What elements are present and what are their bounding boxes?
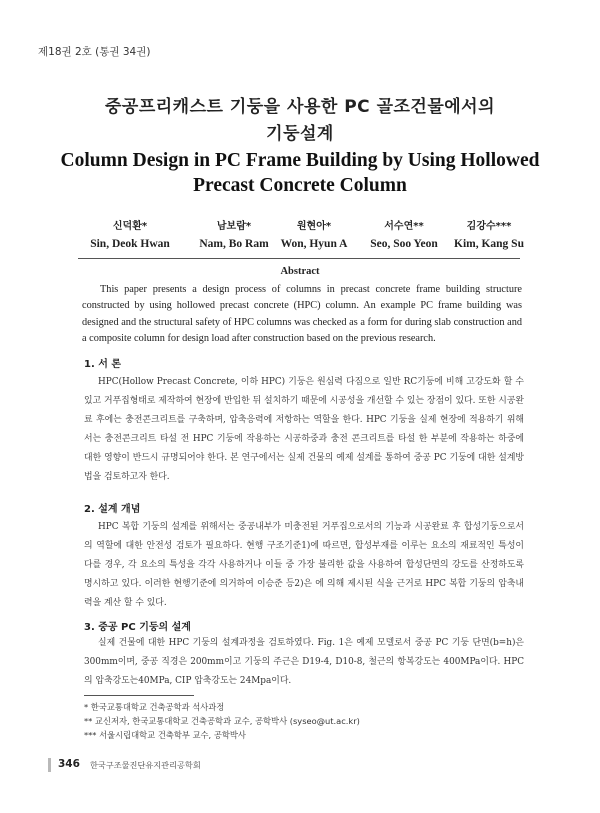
section-1-heading: 1. 서 론 (84, 359, 122, 370)
author-1-name-en: Sin, Deok Hwan (90, 238, 170, 250)
author-3-name-ko: 원현아* (296, 221, 332, 232)
section-1-text: HPC(Hollow Precast Concrete, 이하 HPC) 기둥은 원심력 다짐으로 일반 RC기둥에 비해 고강도화 할 수 있고 거푸집형태로 제작하여 현장에 반입한 뒤 설치하기 때문에 시공성을 개선할 수 있는 장점이 있다. 또한 시공완료 후에는 충전콘크리트를 구축하며, 압축응력에 저항하는 역할을 한다. HPC 기둥을 실제 현장에 적용하기 위해서는 충전콘크리트 타설 전 HPC 기둥에 작용하는 시공하중과 충전 콘크리트를 타설 한 부분에 작용하는 하중에 대한 영향이 반드시 규명되어야 한다. 본 연구에서는 실제 건물의 예제 설계를 통하여 중공 PC 기둥에 대한 설계방법을 검토하고자 한다. (84, 377, 524, 482)
title-korean-line2: 기둥설계 (266, 124, 334, 144)
author-2-name-ko: 남보람* (216, 221, 252, 232)
section-2-heading: 2. 설계 개념 (84, 504, 141, 515)
author-5-name-en: Kim, Kang Su (454, 238, 524, 250)
section-3-text: 실제 건물에 대한 HPC 기둥의 설계과정을 검토하였다. Fig. 1은 예제 모델로서 중공 PC 기둥 단면(b=h)은 300mm이며, 중공 직경은 200mm이고 기둥의 주근은 D19-4, D10-8, 철근의 항복강도는 400MPa이다. HPC의 압축강도는40MPa, CIP 압축강도는 24Mpa이다. (84, 638, 524, 686)
section-2-text: HPC 복합 기둥의 설계를 위해서는 중공내부가 미충전된 거푸집으로서의 기능과 시공완료 후 합성기둥으로서의 역할에 대한 안전성 검토가 필요하다. 현행 구조기준1)에 따르면, 합성부재를 이루는 요소의 재료적인 특성이 다를 경우, 각 요소의 특성을 각각 사용하거나 이들 중 가장 불리한 값을 사용하여 합성단면의 강도를 산정하도록 명시하고 있다. 이러한 현행기준에 의거하여 이승준 등2)은 에 의해 제시된 식을 근거로 HPC 복합 기둥의 압축내력을 계산 할 수 있다. (84, 522, 524, 608)
volume-info: 제18권 2호 (통권 34권) (38, 46, 151, 58)
author-5-name-ko: 김강수*** (466, 221, 512, 232)
journal-name: 한국구조물진단유지관리공학회 (90, 760, 201, 770)
author-1-name-ko: 신덕환* (112, 221, 148, 232)
abstract-text: This paper presents a design process of columns in precast concrete frame building structure constructed by using hollowed precast concrete (HPC) column. An example PC frame building was designed and the structural safety of HPC columns was checked as a form for during slab construction and a composite column for design load after construction based on the previous research. (82, 284, 522, 345)
footnote-1: * 한국교통대학교 건축공학과 석사과정 (84, 702, 225, 712)
author-4-name-ko: 서수연** (384, 221, 424, 232)
author-4-name-en: Seo, Soo Yeon (370, 238, 438, 250)
title-english-line1: Column Design in PC Frame Building by Using Hollowed (60, 150, 540, 171)
footnote-divider (84, 695, 194, 696)
title-korean-line1: 중공프리캐스트 기둥을 사용한 PC 골조건물에서의 (104, 97, 496, 117)
author-3-name-en: Won, Hyun A (280, 238, 348, 250)
footnote-2: ** 교신저자, 한국교통대학교 건축공학과 교수, 공학박사 (syseo@ut.ac.kr) (84, 716, 360, 726)
author-divider (78, 258, 520, 259)
title-english-line2: Precast Concrete Column (193, 175, 407, 196)
section-3-heading: 3. 중공 PC 기둥의 설계 (84, 622, 191, 633)
page-number-bar (48, 758, 51, 772)
abstract-heading: Abstract (280, 266, 320, 277)
footnote-3: *** 서울시립대학교 건축학부 교수, 공학박사 (84, 730, 246, 740)
author-1 (74, 217, 186, 250)
author-2-name-en: Nam, Bo Ram (199, 238, 269, 250)
author-5 (424, 217, 554, 250)
page-number: 346 (58, 758, 80, 770)
